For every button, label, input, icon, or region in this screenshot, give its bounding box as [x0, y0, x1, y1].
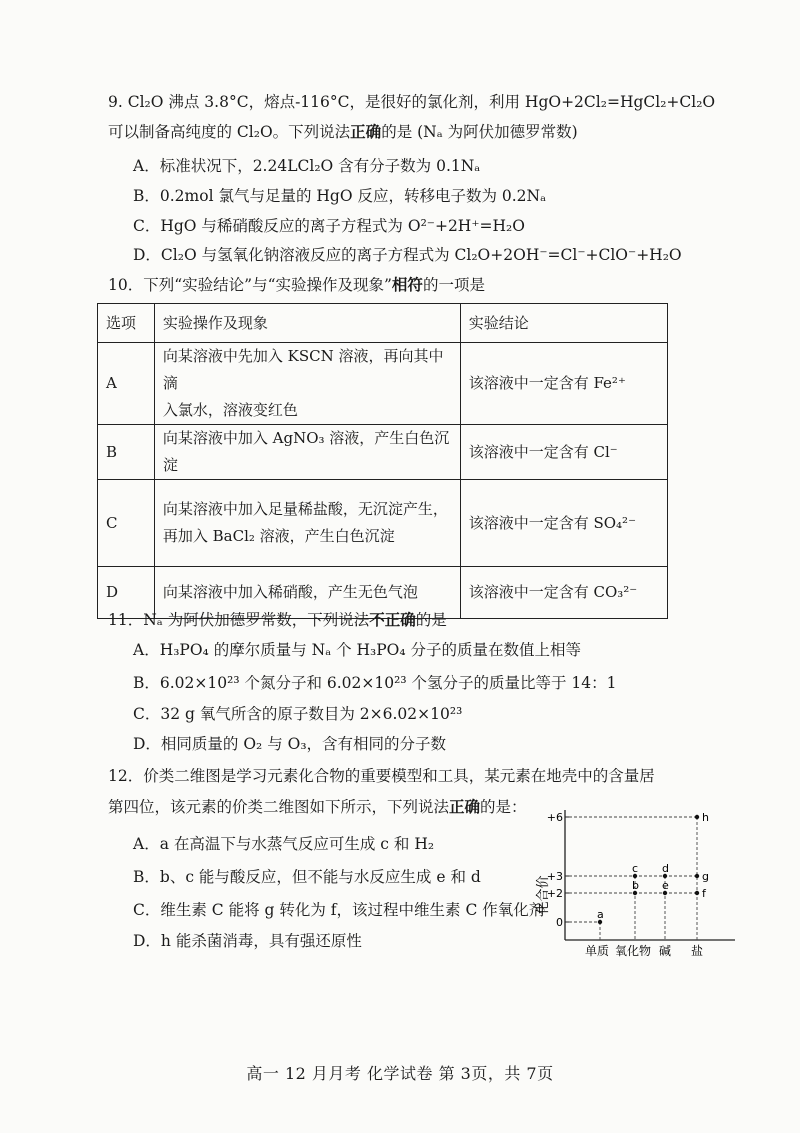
row-a-op-line2: 入氯水，溶液变红色	[162, 401, 298, 419]
row-c-op-line1: 向某溶液中加入足量稀盐酸，无沉淀产生，	[162, 500, 448, 518]
row-b-conclusion: 该溶液中一定含有 Cl⁻	[460, 425, 667, 480]
y-tick-label: +6	[546, 811, 563, 824]
q11-option-a: A．H₃PO₄ 的摩尔质量与 Nₐ 个 H₃PO₄ 分子的质量在数值上相等	[133, 641, 582, 659]
row-c-op-line2: 再加入 BaCl₂ 溶液，产生白色沉淀	[162, 527, 395, 545]
q9-line2	[108, 122, 578, 142]
point-h	[695, 815, 699, 819]
q12-option-c: C．维生素 C 能将 g 转化为 f，该过程中维生素 C 作氧化剂	[133, 901, 545, 919]
header-conclusion: 实验结论	[460, 304, 667, 343]
point-label-f: f	[702, 887, 706, 900]
table-row-c	[98, 480, 668, 567]
row-d-operation: 向某溶液中加入稀硝酸，产生无色气泡	[154, 567, 460, 619]
q12-option-a: A．a 在高温下与水蒸气反应可生成 c 和 H₂	[133, 835, 435, 853]
row-b-operation: 向某溶液中加入 AgNO₃ 溶液，产生白色沉淀	[154, 425, 460, 480]
y-tick-label: 0	[556, 916, 563, 929]
q12-option-b: B．b、c 能与酸反应，但不能与水反应生成 e 和 d	[133, 868, 481, 886]
y-tick-label: +2	[546, 887, 563, 900]
q11-stem-a: 11．Nₐ 为阿伏加德罗常数，下列说法	[108, 611, 370, 629]
y-axis-label: 化合价	[536, 875, 551, 915]
row-a-operation	[154, 343, 460, 425]
table-header-row	[98, 304, 668, 343]
q11-stem-c: 的是	[415, 611, 447, 629]
valence-class-diagram	[535, 800, 740, 960]
x-category-label: 盐	[690, 944, 704, 958]
q11-emphasis: 不正确	[369, 610, 416, 629]
point-label-g: g	[702, 870, 709, 883]
q12-line2-c: 的是：	[480, 798, 527, 816]
q11-option-b: B．6.02×10²³ 个氮分子和 6.02×10²³ 个氢分子的质量比等于 14：1	[133, 674, 617, 692]
point-label-d: d	[662, 862, 669, 875]
table-row-a	[98, 343, 668, 425]
q9-option-b: B．0.2mol 氯气与足量的 HgO 反应，转移电子数为 0.2Nₐ	[133, 187, 547, 205]
point-g	[695, 874, 699, 878]
row-d-conclusion: 该溶液中一定含有 CO₃²⁻	[460, 567, 667, 619]
row-b-option: B	[98, 425, 155, 480]
y-tick-label: +3	[546, 870, 563, 883]
q12-line1: 12．价类二维图是学习元素化合物的重要模型和工具，某元素在地壳中的含量居	[108, 767, 655, 785]
x-category-label: 单质	[584, 944, 610, 958]
q12-emphasis: 正确	[449, 797, 481, 816]
point-label-c: c	[632, 862, 639, 875]
q10-table	[97, 303, 668, 619]
header-operation: 实验操作及现象	[154, 304, 460, 343]
q12-line2	[108, 797, 527, 817]
q9-line2-a: 可以制备高纯度的 Cl₂O。下列说法	[108, 123, 351, 141]
table-row-b	[98, 425, 668, 480]
x-category-label: 氧化物	[614, 944, 652, 958]
row-c-conclusion: 该溶液中一定含有 SO₄²⁻	[460, 480, 667, 567]
row-a-conclusion: 该溶液中一定含有 Fe²⁺	[460, 343, 667, 425]
q10-stem	[108, 275, 485, 295]
row-d-option: D	[98, 567, 155, 619]
point-label-b: b	[632, 879, 639, 892]
diagram-marks	[547, 811, 709, 958]
q12-line2-a: 第四位，该元素的价类二维图如下所示，下列说法	[108, 798, 450, 816]
point-label-e: e	[662, 879, 669, 892]
q10-emphasis: 相符	[391, 275, 423, 294]
q9-line1: 9. Cl₂O 沸点 3.8°C，熔点-116°C，是很好的氯化剂，利用 HgO+2Cl₂=HgCl₂+Cl₂O	[108, 93, 716, 111]
q9-option-d: D．Cl₂O 与氢氧化钠溶液反应的离子方程式为 Cl₂O+2OH⁻=Cl⁻+ClO⁻+H₂O	[133, 246, 682, 264]
page-footer: 高一 12 月月考 化学试卷 第 3页，共 7页	[246, 1064, 554, 1083]
q11-option-c: C．32 g 氧气所含的原子数目为 2×6.02×10²³	[133, 705, 463, 723]
q12-option-d: D．h 能杀菌消毒，具有强还原性	[133, 932, 362, 950]
point-label-h: h	[702, 811, 709, 824]
q9-option-c: C．HgO 与稀硝酸反应的离子方程式为 O²⁻+2H⁺=H₂O	[133, 217, 525, 235]
point-f	[695, 891, 699, 895]
row-c-operation	[154, 480, 460, 567]
row-a-op-line1: 向某溶液中先加入 KSCN 溶液，再向其中滴	[162, 347, 444, 392]
row-a-option: A	[98, 343, 155, 425]
point-label-a: a	[597, 908, 604, 921]
q11-option-d: D．相同质量的 O₂ 与 O₃，含有相同的分子数	[133, 735, 447, 753]
q9-emphasis: 正确	[350, 122, 382, 141]
q10-stem-a: 10．下列“实验结论”与“实验操作及现象”	[108, 276, 392, 294]
q11-stem	[108, 610, 447, 630]
x-category-label: 碱	[658, 944, 672, 958]
header-option: 选项	[98, 304, 155, 343]
q9-option-a: A．标准状况下，2.24LCl₂O 含有分子数为 0.1Nₐ	[133, 157, 481, 175]
row-c-option: C	[98, 480, 155, 567]
q10-stem-c: 的一项是	[422, 276, 485, 294]
q9-line2-c: 的是 (Nₐ 为阿伏加德罗常数)	[381, 123, 578, 141]
